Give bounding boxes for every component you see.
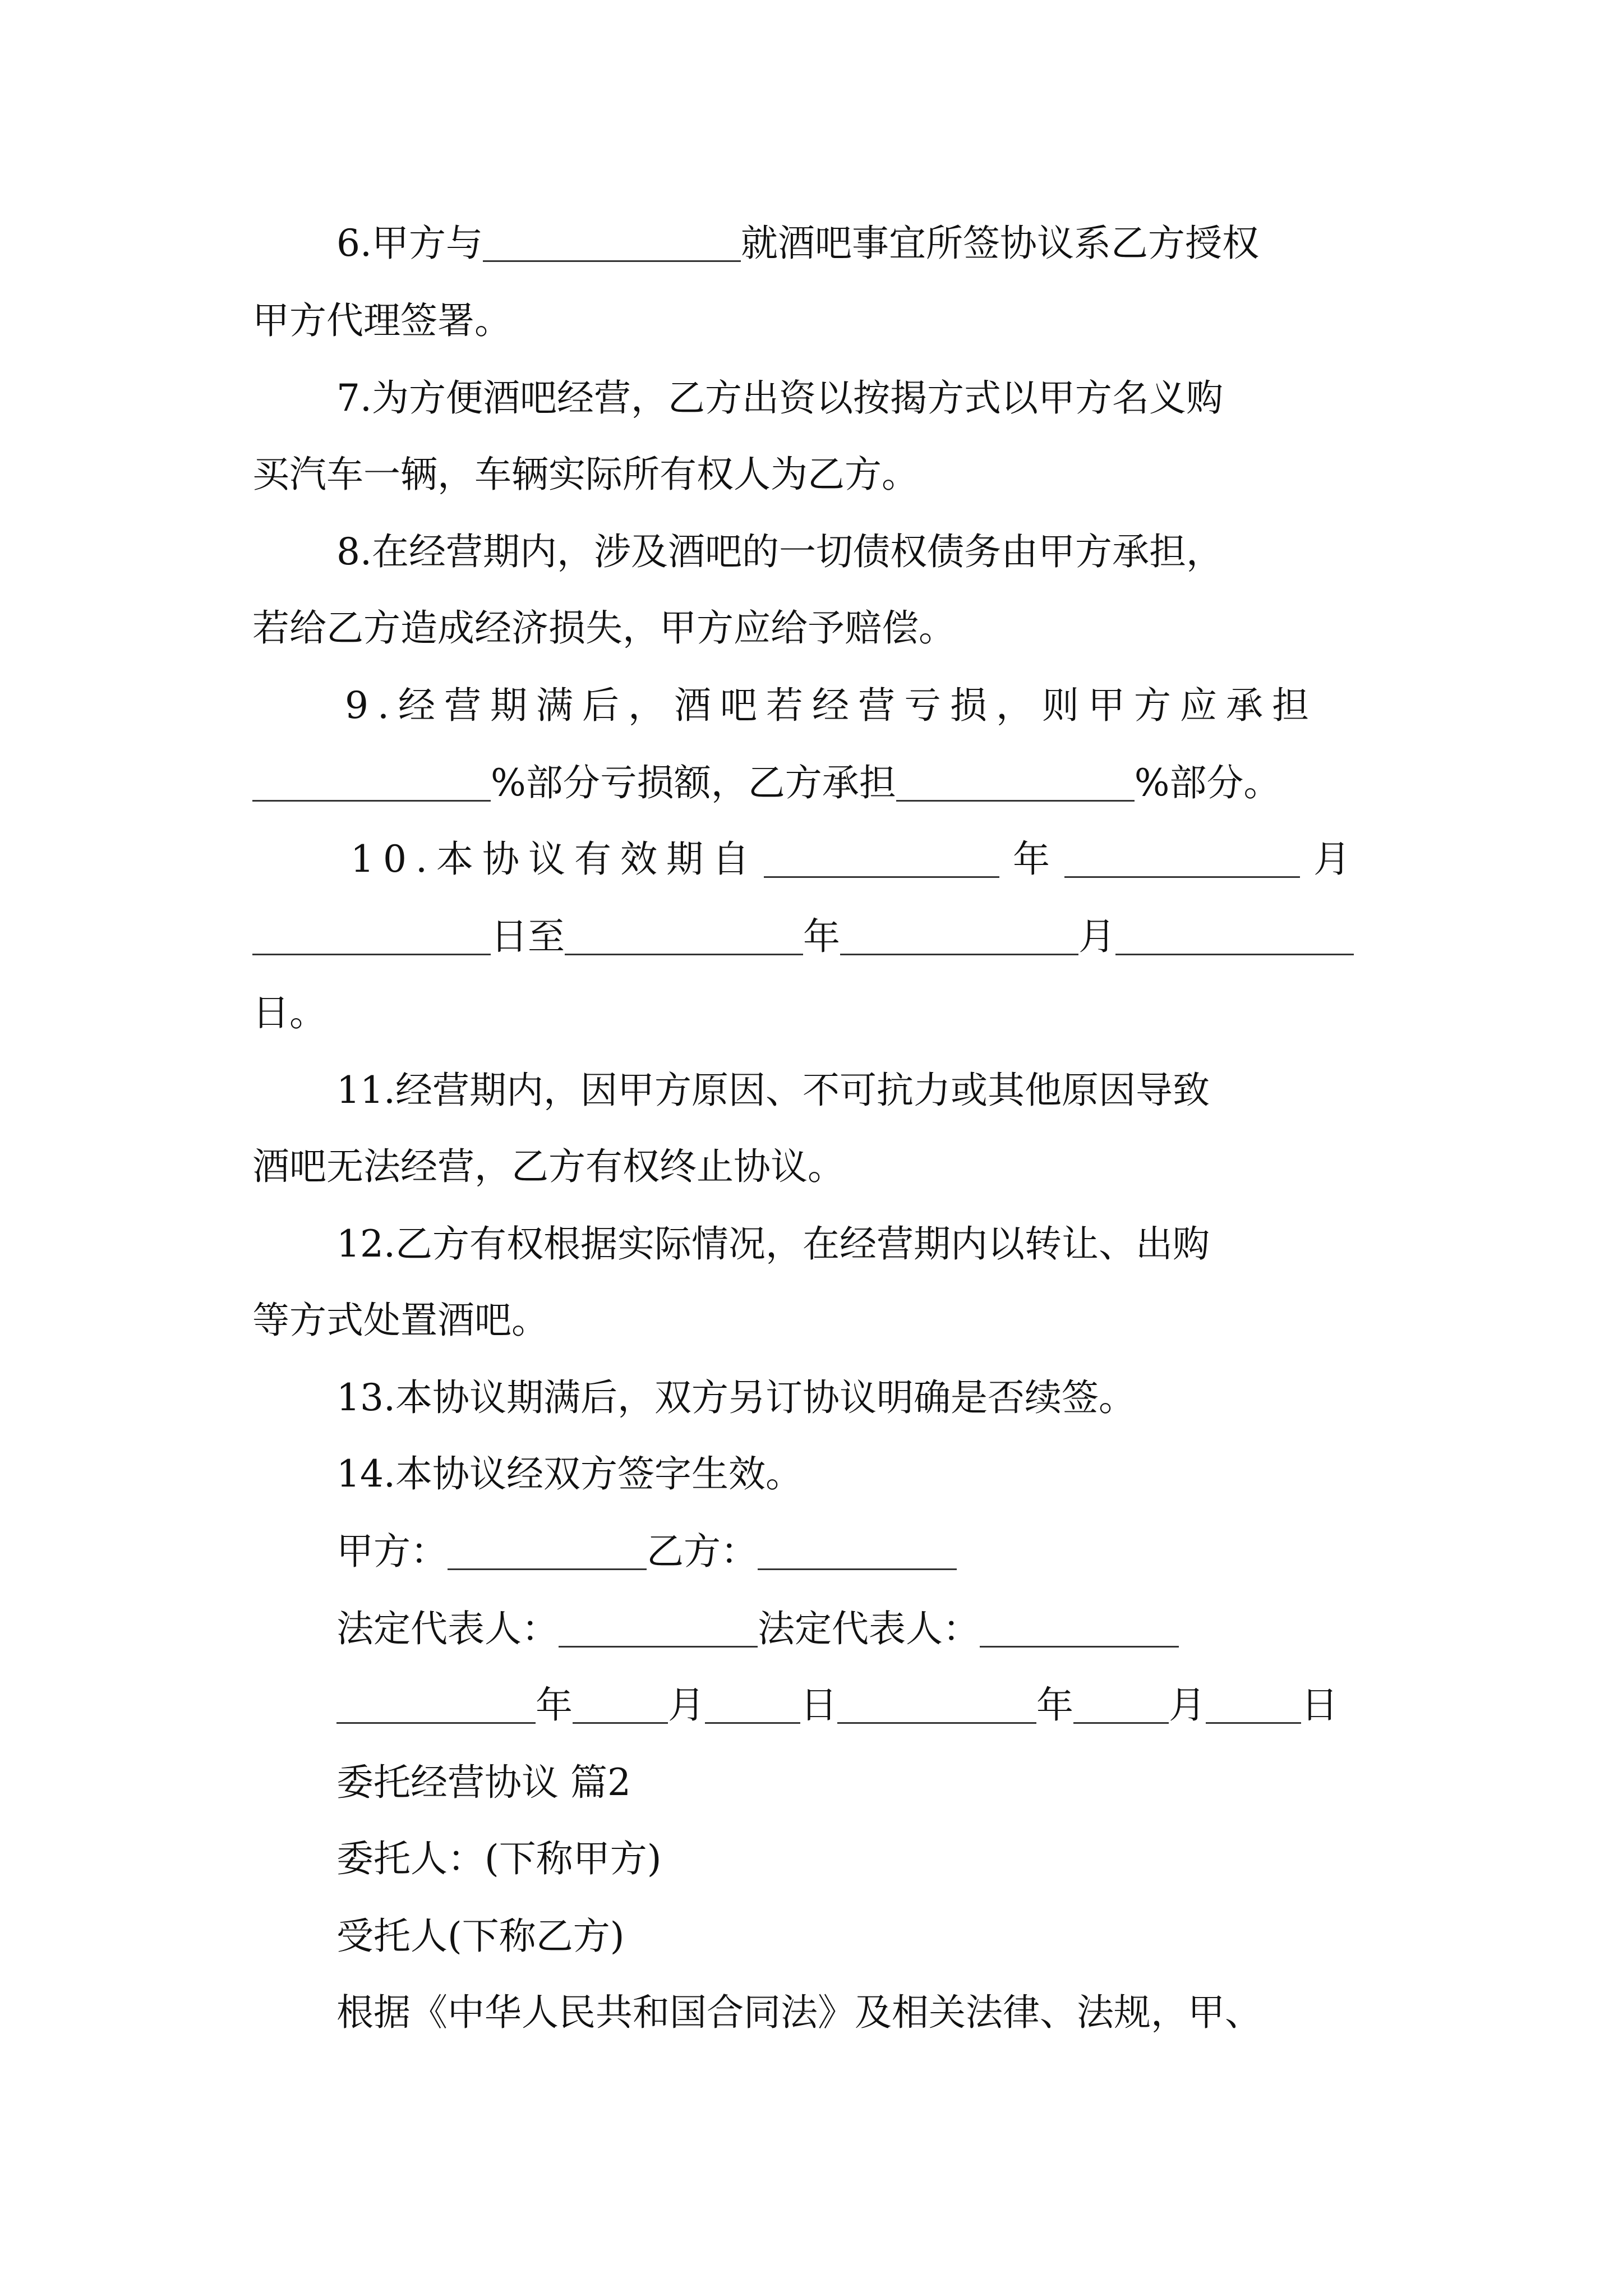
clause-12-line-2 <box>252 1289 1385 1352</box>
section-2-intro: 根据《中华人民共和国合同法》及相关法律、法规，甲、 <box>336 1991 1262 2034</box>
clause-13-text: 13.本协议期满后，双方另订协议明确是否续签。 <box>336 1376 1136 1419</box>
clause-14-text: 14.本协议经双方签字生效。 <box>336 1452 803 1496</box>
date-a-month-label: 月 <box>668 1683 705 1727</box>
section-2-principal: 委托人：(下称甲方) <box>336 1837 662 1880</box>
clause-11-text-a: 11.经营期内，因甲方原因、不可抗力或其他原因导致 <box>336 1069 1210 1112</box>
clause-10-blank-end-month <box>840 919 1078 955</box>
clause-9-blank-b <box>896 765 1135 802</box>
party-a-blank <box>448 1534 647 1570</box>
clause-9-text-b: %部分亏损额，乙方承担 <box>491 761 896 804</box>
clause-9-line-2 <box>252 752 1385 815</box>
party-a-label: 甲方： <box>336 1530 448 1573</box>
clause-10-line-1 <box>351 828 1385 891</box>
clause-9-line-1 <box>345 674 1385 737</box>
clause-10-blank-start-day <box>252 919 491 955</box>
clause-7-text-b: 买汽车一辆，车辆实际所有权人为乙方。 <box>252 453 919 496</box>
clause-10-day-to-label: 日至 <box>491 915 565 958</box>
clause-10-blank-start-month <box>1064 841 1300 878</box>
clause-9-text-c: %部分。 <box>1134 761 1281 804</box>
clause-8-text-b: 若给乙方造成经济损失，甲方应给予赔偿。 <box>252 606 956 650</box>
clause-11-line-2 <box>252 1135 1385 1198</box>
clause-10-month-label: 月 <box>1313 838 1359 881</box>
clause-9-text-a: 9.经营期满后，酒吧若经营亏损，则甲方应承担 <box>345 684 1318 727</box>
clause-10-blank-end-day <box>1115 919 1354 955</box>
clause-10-day-label: 日。 <box>252 991 326 1034</box>
party-b-label: 乙方： <box>647 1530 758 1573</box>
rep-a-blank <box>559 1611 758 1648</box>
clause-10-month-label-2: 月 <box>1078 915 1115 958</box>
date-a-month-blank <box>573 1687 668 1724</box>
clause-8-line-2 <box>252 597 1385 660</box>
section-2-intro-line <box>336 1981 1385 2044</box>
party-b-blank <box>758 1534 957 1570</box>
clause-11-line-1 <box>336 1059 1385 1122</box>
date-b-year-label: 年 <box>1036 1683 1073 1727</box>
date-a-year-label: 年 <box>536 1683 573 1727</box>
clause-11-text-b: 酒吧无法经营，乙方有权终止协议。 <box>252 1145 845 1188</box>
date-b-year-blank <box>837 1687 1036 1724</box>
date-a-day-blank <box>705 1687 800 1724</box>
date-b-month-blank <box>1073 1687 1169 1724</box>
section-2-heading-line <box>336 1751 1385 1814</box>
date-b-day-label: 日 <box>1301 1683 1338 1727</box>
clause-10-line-3 <box>252 982 1385 1045</box>
clause-12-text-b: 等方式处置酒吧。 <box>252 1299 548 1342</box>
clause-8-line-1 <box>336 521 1385 583</box>
clause-10-year-label: 年 <box>1012 838 1059 881</box>
clause-10-year-label-2: 年 <box>803 915 840 958</box>
clause-12-text-a: 12.乙方有权根据实际情况，在经营期内以转让、出购 <box>336 1222 1210 1266</box>
clause-10-line-2 <box>252 905 1385 968</box>
clause-6-line-1 <box>336 212 1385 275</box>
section-2-agent: 受托人(下称乙方) <box>336 1915 625 1958</box>
clause-6-text-b: 就酒吧事宜所签协议系乙方授权 <box>740 222 1259 265</box>
signature-parties-line <box>336 1520 1385 1583</box>
signature-dates-line <box>336 1674 1385 1737</box>
date-b-day-blank <box>1206 1687 1301 1724</box>
section-2-heading: 委托经营协议 篇2 <box>336 1761 631 1804</box>
clause-6-blank <box>483 226 741 262</box>
clause-6-line-2 <box>252 289 1385 352</box>
clause-9-blank-a <box>252 765 491 802</box>
clause-6-text-c: 甲方代理签署。 <box>252 299 511 342</box>
clause-10-text-a: 10.本协议有效期自 <box>351 838 758 881</box>
date-a-day-label: 日 <box>800 1683 837 1727</box>
clause-7-line-1 <box>336 367 1385 430</box>
rep-b-blank <box>980 1611 1179 1648</box>
signature-representatives-line <box>336 1598 1385 1660</box>
date-a-year-blank <box>336 1687 536 1724</box>
clause-7-text-a: 7.为方便酒吧经营，乙方出资以按揭方式以甲方名义购 <box>336 376 1223 420</box>
clause-8-text-a: 8.在经营期内，涉及酒吧的一切债权债务由甲方承担， <box>336 530 1223 573</box>
clause-13-line <box>336 1366 1385 1429</box>
rep-a-label: 法定代表人： <box>336 1607 559 1650</box>
clause-14-line <box>336 1443 1385 1506</box>
date-b-month-label: 月 <box>1169 1683 1206 1727</box>
rep-b-label: 法定代表人： <box>758 1607 980 1650</box>
clause-10-blank-end-year <box>565 919 803 955</box>
section-2-agent-line <box>336 1905 1385 1968</box>
clause-10-blank-start-year <box>764 841 999 878</box>
clause-7-line-2 <box>252 443 1385 506</box>
section-2-principal-line <box>336 1828 1385 1890</box>
clause-6-text-a: 6.甲方与 <box>336 222 483 265</box>
clause-12-line-1 <box>336 1213 1385 1276</box>
